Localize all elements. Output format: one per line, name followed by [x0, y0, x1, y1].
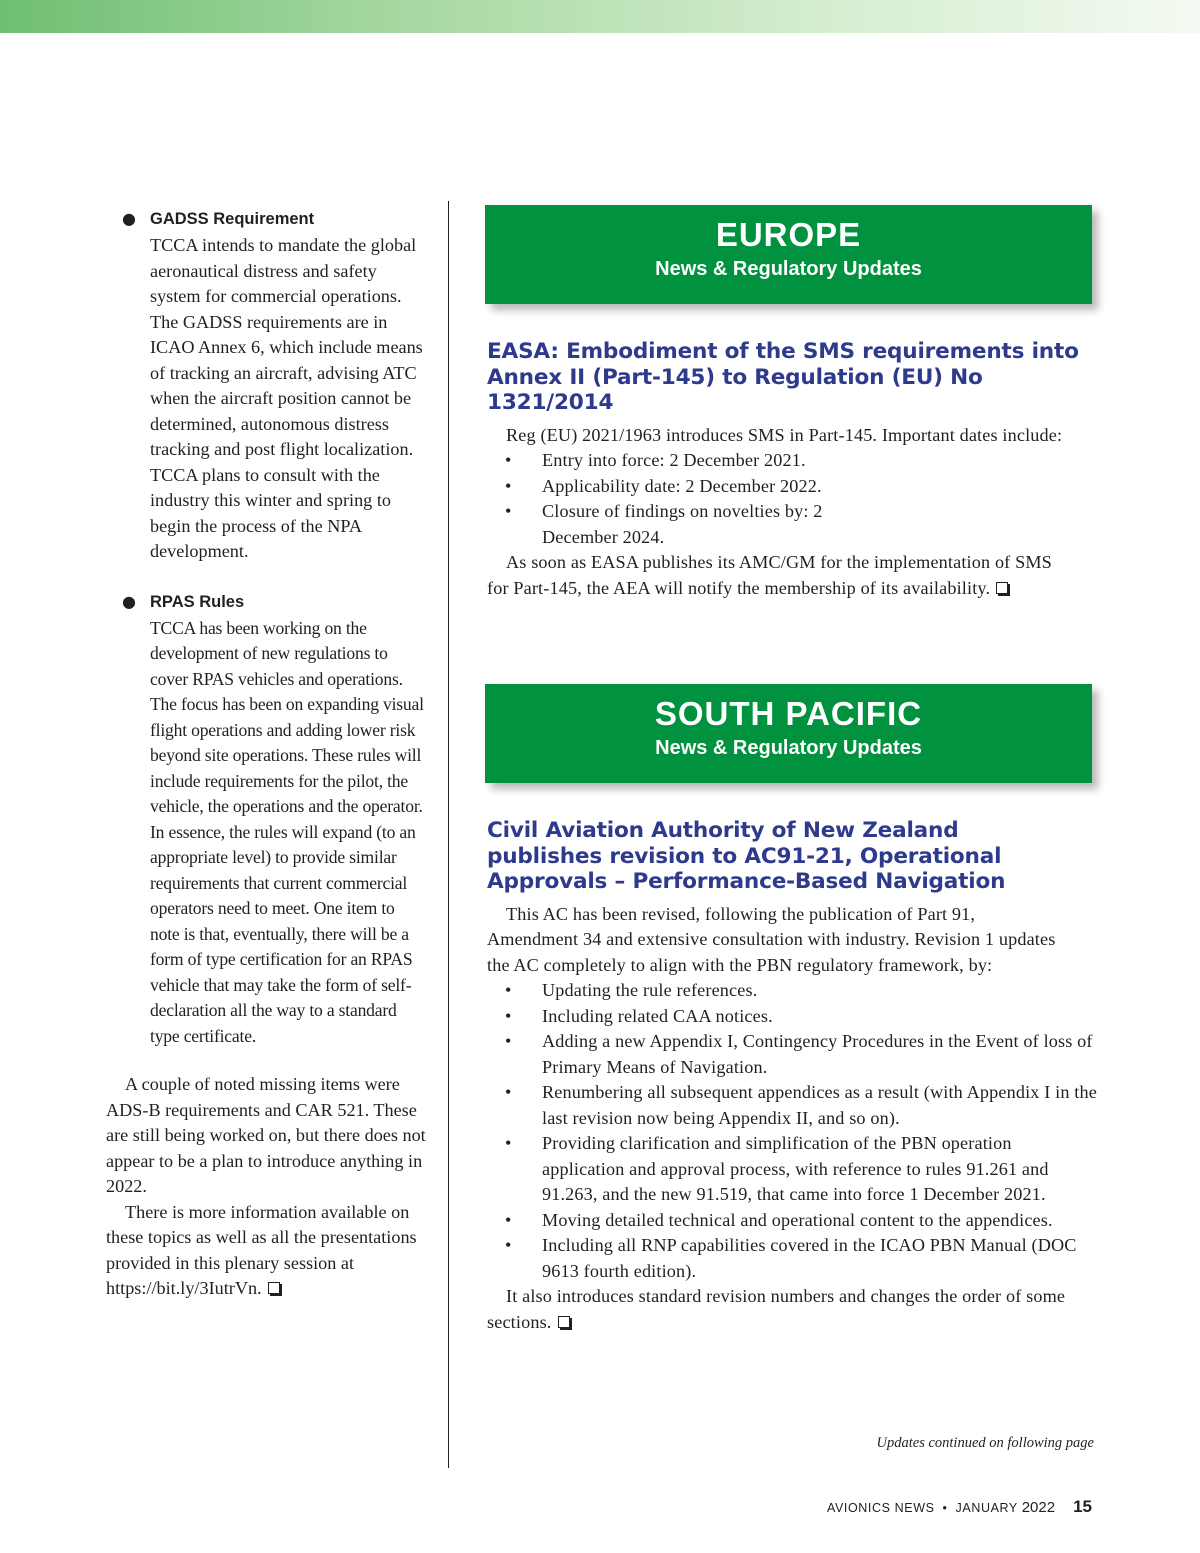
bullet-icon: • — [505, 980, 512, 1000]
south-pacific-closing-text: It also introduces standard revision numbers and changes the order of some sections. — [487, 1286, 1066, 1332]
bullet-icon: • — [505, 450, 512, 470]
left-column — [106, 205, 426, 1302]
column-divider — [448, 201, 449, 1468]
europe-article-title: EASA: Embodiment of the SMS requirements into Annex II (Part-145) to Regulation (EU) No 1321/2014 — [487, 339, 1079, 415]
europe-closing — [487, 550, 1062, 601]
list-item-text: Including all RNP capabilities covered in the ICAO PBN Manual (DOC 9613 fourth edition). — [542, 1235, 1077, 1281]
bullet-icon: • — [505, 501, 512, 521]
list-item-text: Adding a new Appendix I, Contingency Procedures in the Event of loss of Primary Means of Navigation. — [542, 1031, 1093, 1077]
continued-note: Updates continued on following page — [876, 1435, 1094, 1451]
europe-banner-title: EUROPE — [715, 216, 862, 253]
europe-list — [487, 448, 1097, 550]
gadss-bullet — [106, 205, 426, 565]
bullet-icon: • — [505, 475, 512, 496]
list-item-text: Closure of findings on novelties by: 2 December 2024. — [542, 501, 823, 547]
europe-banner — [485, 205, 1092, 304]
left-paragraph-2 — [106, 1200, 426, 1302]
footer-month: JANUARY — [955, 1501, 1018, 1515]
list-item-text: Applicability date: 2 December 2022. — [542, 475, 822, 496]
south-pacific-intro: This AC has been revised, following the publication of Part 91, Amendment 34 and extensive consultation with industry. Revision 1 updates the AC completely to align with the PBN regulatory framework, by: — [487, 903, 1056, 975]
list-item — [487, 978, 1097, 1004]
page-number: 15 — [1073, 1497, 1092, 1516]
list-item — [487, 499, 862, 550]
gadss-title: GADSS Requirement — [150, 210, 315, 228]
bullet-icon: • — [505, 1235, 512, 1255]
list-item — [487, 1080, 1097, 1131]
footer-separator: • — [942, 1501, 948, 1515]
list-item — [487, 448, 1097, 474]
south-pacific-banner — [485, 684, 1092, 783]
list-item-text: Providing clarification and simplification of the PBN operation application and approval process, with reference to rules 91.261 and 91.263, and the new 91.519, that came into force 1 December 2021. — [542, 1133, 1049, 1204]
europe-intro: Reg (EU) 2021/1963 introduces SMS in Part-145. Important dates include: — [506, 424, 1063, 445]
footer-year: 2022 — [1021, 1499, 1056, 1516]
footer-publication: AVIONICS NEWS — [826, 1501, 935, 1515]
top-color-band — [0, 0, 1200, 33]
bullet-icon: • — [505, 1133, 512, 1153]
bullet-icon: ● — [122, 591, 136, 611]
europe-article — [487, 339, 1097, 601]
europe-closing-text: As soon as EASA publishes its AMC/GM for the implementation of SMS for Part-145, the AEA will notify the membership of its availability. — [487, 552, 1052, 598]
south-pacific-list — [487, 978, 1097, 1284]
south-pacific-banner-subtitle: News & Regulatory Updates — [655, 737, 922, 759]
bullet-icon: • — [505, 1209, 512, 1230]
list-item-text: Including related CAA notices. — [542, 1005, 773, 1026]
bullet-icon: • — [505, 1031, 512, 1051]
list-item — [487, 1004, 1097, 1030]
left-paragraph-2-text: There is more information available on these topics as well as all the presentations provided in this plenary session at https://bit.ly/3IutrVn. — [106, 1201, 417, 1298]
south-pacific-banner-title: SOUTH PACIFIC — [654, 695, 923, 732]
list-item — [487, 474, 1097, 500]
rpas-title: RPAS Rules — [150, 592, 245, 611]
rpas-bullet — [106, 588, 426, 1050]
bullet-icon: • — [505, 1082, 512, 1102]
list-item — [487, 1029, 1097, 1080]
list-item-text: Updating the rule references. — [542, 980, 758, 1000]
gadss-text: TCCA intends to mandate the global aeronautical distress and safety system for commercial operations. The GADSS requirements are in ICAO Annex 6, which include means of tracking an aircraft, advising ATC when the aircraft position cannot be determined, autonomous distress tracking and post flight localization. TCCA plans to consult with the industry this winter and spring to begin the process of the NPA development. — [150, 235, 423, 561]
page-footer — [827, 1497, 1092, 1517]
south-pacific-article-title: Civil Aviation Authority of New Zealand publishes revision to AC91-21, Operational Approvals – Performance-Based Navigation — [487, 818, 1006, 894]
left-paragraph-1: A couple of noted missing items were ADS-B requirements and CAR 521. These are still being worked on, but there does not appear to be a plan to introduce anything in 2022. — [106, 1074, 426, 1196]
end-mark-icon — [996, 582, 1008, 594]
south-pacific-article — [487, 818, 1097, 1335]
list-item — [487, 1131, 1097, 1208]
bullet-icon: ● — [122, 209, 136, 228]
list-item-text: Renumbering all subsequent appendices as a result (with Appendix I in the last revision now being Appendix II, and so on). — [542, 1082, 1097, 1128]
list-item-text: Entry into force: 2 December 2021. — [542, 450, 806, 470]
europe-banner-subtitle: News & Regulatory Updates — [655, 258, 922, 280]
rpas-text: TCCA has been working on the development of new regulations to cover RPAS vehicles and operations. The focus has been on expanding visual flight operations and adding lower risk beyond site operations. These rules will include requirements for the pilot, the vehicle, the operations and the operator. In essence, the rules will expand (to an appropriate level) to provide similar requirements that current commercial operators need to meet. One item to note is that, eventually, there will be a form of type certification for an RPAS vehicle that may take the form of self-declaration all the way to a standard type certificate. — [150, 617, 424, 1046]
list-item — [487, 1233, 1097, 1284]
south-pacific-closing — [487, 1284, 1097, 1335]
list-item — [487, 1208, 1097, 1234]
end-mark-icon — [558, 1316, 570, 1328]
list-item-text: Moving detailed technical and operational content to the appendices. — [542, 1209, 1053, 1230]
bullet-icon: • — [505, 1005, 512, 1026]
end-mark-icon — [268, 1282, 280, 1294]
